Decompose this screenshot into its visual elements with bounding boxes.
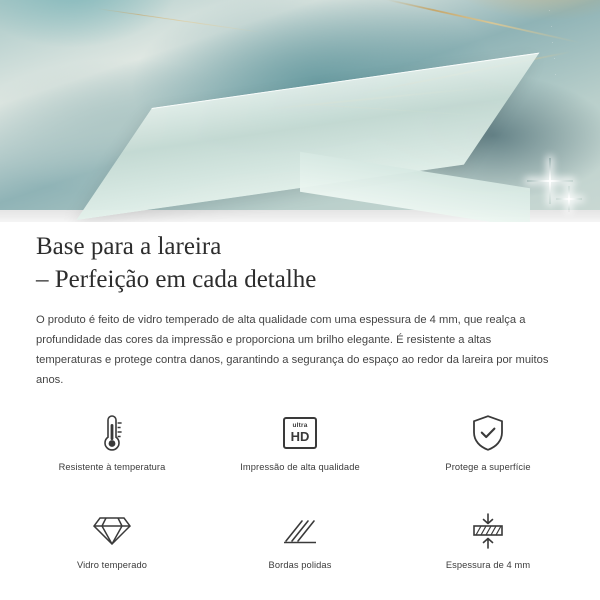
hero-image	[0, 0, 600, 222]
diamond-icon	[92, 508, 132, 554]
page-title-line-1: Base para a lareira	[36, 233, 222, 260]
ultra-hd-badge-top: ultra	[292, 421, 308, 429]
feature-label: Bordas polidas	[268, 560, 332, 570]
page-title	[0, 222, 600, 296]
hero-image-bleed	[0, 0, 600, 222]
feature-item	[18, 410, 206, 494]
feature-item	[18, 508, 206, 592]
feature-label: Resistente à temperatura	[58, 462, 166, 472]
feature-label: Vidro temperado	[76, 560, 148, 570]
feature-item	[206, 410, 394, 494]
gold-vein	[97, 8, 262, 33]
shield-check-icon	[470, 410, 506, 456]
page-title-line-2: – Perfeição em cada detalhe	[36, 266, 317, 293]
thermometer-icon	[99, 410, 125, 456]
product-description: O produto é feito de vidro temperado de alta qualidade com uma espessura de 4 mm, que realça a profundidade das cores da impressão e proporciona um brilho elegante. É resistente a altas temperaturas e protege contra danos, garantindo a segurança do espaço ao redor da lareira por muitos anos.	[36, 314, 549, 386]
feature-item	[394, 508, 582, 592]
gold-vein	[386, 0, 579, 43]
feature-label: Espessura de 4 mm	[445, 560, 531, 570]
content-section	[0, 222, 600, 592]
ultra-hd-badge-bottom: HD	[290, 429, 310, 445]
thickness-4mm-icon	[467, 508, 509, 554]
feature-grid	[0, 390, 600, 592]
feature-label: Protege a superfície	[445, 462, 531, 472]
polished-edges-icon	[280, 508, 320, 554]
feature-label: Impressão de alta qualidade	[240, 462, 360, 472]
ultra-hd-icon	[283, 410, 317, 456]
feature-item	[394, 410, 582, 494]
feature-item	[206, 508, 394, 592]
